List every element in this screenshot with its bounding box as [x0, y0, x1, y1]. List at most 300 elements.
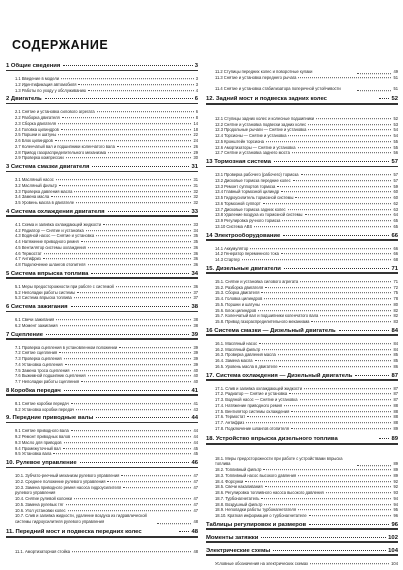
dot-leader	[81, 381, 191, 382]
toc-section[interactable]	[6, 528, 198, 546]
toc-entry[interactable]	[15, 451, 198, 457]
toc-subsection-list	[6, 401, 198, 413]
toc-entry[interactable]	[15, 513, 198, 525]
entry-page-number: 49	[393, 68, 398, 74]
dot-leader	[65, 364, 192, 365]
section-title: 2 Двигатель	[6, 96, 42, 103]
section-heading	[206, 535, 398, 541]
dot-leader	[103, 224, 191, 225]
entry-page-number: 89	[393, 461, 398, 467]
entry-page-number: 47	[193, 478, 198, 484]
toc-subsection-list	[206, 456, 398, 519]
toc-entry[interactable]	[215, 561, 398, 567]
toc-subsection-list	[6, 177, 198, 206]
entry-page-number: 94	[393, 495, 398, 501]
entry-title: 18.3. Топливный насос высокого давления	[215, 472, 297, 478]
entry-title: 10.3. Замена приводного ремня насоса гидроусилителя	[15, 484, 122, 490]
dot-leader	[259, 343, 391, 344]
dot-leader	[279, 366, 391, 367]
entry-title: 3.4 Замена масла	[15, 194, 50, 200]
section-page-number: 104	[388, 547, 398, 554]
entry-title: 5.1 Меры предосторожности при работе с системой	[15, 283, 114, 289]
dot-leader	[304, 388, 391, 389]
section-title: 3 Система смазки двигателя	[6, 164, 90, 170]
toc-section[interactable]	[6, 63, 198, 73]
dot-leader	[121, 475, 191, 476]
toc-section[interactable]	[206, 95, 398, 113]
dot-leader	[311, 321, 391, 322]
toc-left-column	[6, 60, 198, 555]
section-underline	[206, 334, 398, 336]
entry-page-number: 24	[193, 138, 198, 143]
dot-leader	[289, 393, 391, 394]
section-heading	[6, 304, 198, 310]
section-heading	[206, 373, 398, 379]
entry-page-number: 47	[193, 501, 198, 507]
section-underline	[206, 554, 398, 556]
entry-page-number: 52	[393, 115, 398, 121]
section-page-number: 31	[191, 164, 198, 170]
dot-leader	[88, 375, 192, 376]
entry-page-number: 51	[393, 74, 398, 80]
toc-subsection-list	[6, 473, 198, 525]
toc-section[interactable]	[6, 164, 198, 174]
dot-leader	[254, 226, 391, 227]
entry-page-number: 47	[193, 507, 198, 513]
toc-section[interactable]	[6, 415, 198, 425]
section-heading	[6, 332, 198, 338]
dot-leader	[310, 563, 389, 564]
toc-section[interactable]	[206, 266, 398, 276]
entry-page-number: 72	[393, 284, 398, 290]
toc-section[interactable]	[206, 159, 398, 169]
entry-title: 13.4 Главный тормозной цилиндр	[215, 189, 280, 195]
dot-leader	[292, 152, 392, 153]
section-title: 11. Передний мост и подвеска передних колес	[6, 528, 142, 535]
entry-title: 18.8. Воздушный фильтр	[215, 501, 263, 507]
dot-leader	[66, 157, 192, 158]
toc-entry[interactable]	[15, 200, 198, 206]
dot-leader	[265, 486, 392, 487]
dot-leader	[56, 319, 191, 320]
toc-entry[interactable]	[215, 456, 398, 468]
entry-title: 8.1 Снятие коробки передач	[15, 400, 69, 406]
section-heading	[6, 388, 198, 394]
dot-leader	[274, 161, 389, 162]
entry-title: 7.1 Проверка сцепления в установленном положении	[15, 344, 118, 350]
dot-leader	[58, 134, 191, 135]
dot-leader	[357, 90, 391, 91]
section-underline	[6, 422, 198, 424]
section-underline	[6, 171, 198, 173]
toc-section[interactable]	[6, 388, 198, 398]
entry-title: 3.5 Уровень масла в двигателе	[15, 200, 75, 205]
dot-leader	[72, 370, 192, 371]
entry-title: 4.1 Схема и заливка охлаждающей жидкости	[15, 221, 102, 227]
dot-leader	[108, 211, 190, 212]
entry-title: 9.5 Установка вала	[15, 451, 52, 457]
dot-leader	[255, 360, 392, 361]
section-underline	[6, 536, 198, 538]
toc-entry[interactable]	[15, 155, 198, 161]
section-underline	[6, 277, 198, 279]
entry-page-number: 84	[393, 340, 398, 346]
dot-leader	[262, 349, 391, 350]
entry-title: 13.2 Дисковые тормоза передние колес	[215, 177, 291, 183]
entry-title: 4.5 Вентилятор системы охлаждения	[15, 244, 86, 250]
entry-title: 9.1 Снятие приводного вала	[15, 428, 69, 434]
entry-page-number: 60	[393, 189, 398, 195]
dot-leader	[97, 111, 194, 112]
entry-page-number: 45	[193, 445, 198, 451]
entry-page-number: 47	[193, 484, 198, 490]
section-underline	[6, 70, 198, 72]
dot-leader	[123, 487, 191, 488]
dot-leader	[72, 551, 191, 552]
dot-leader	[264, 298, 391, 299]
toc-entry[interactable]	[15, 323, 198, 329]
section-heading	[206, 548, 398, 554]
entry-title: 4.2 Радиатор — Снятие и установка	[15, 227, 84, 233]
entry-title: 11.4 Снятие и установка стабилизатора поперечной устойчивости	[215, 86, 341, 91]
entry-title: 4.7 Антифриз	[15, 256, 41, 262]
entry-title: 12.5 Кронштейн торсиона	[215, 138, 264, 144]
section-heading	[6, 415, 198, 421]
dot-leader	[96, 235, 191, 236]
entry-page-number: 3	[195, 76, 198, 81]
dot-leader	[108, 152, 191, 153]
entry-title: 7.2 Снятие сцепления	[15, 350, 58, 356]
dot-leader	[71, 306, 190, 307]
entry-page-number: 41	[193, 400, 198, 406]
entry-title: 6.1 Свечи зажигания	[15, 317, 55, 322]
toc-section[interactable]	[206, 373, 398, 383]
dot-leader	[107, 481, 191, 482]
dot-leader	[44, 253, 192, 254]
toc-entry[interactable]	[215, 257, 398, 263]
section-title: 1 Общие сведения	[6, 63, 61, 69]
section-title: 12. Задний мост и подвеска задних колес	[206, 95, 327, 102]
section-underline	[6, 394, 198, 396]
section-page-number: 44	[191, 415, 198, 422]
section-page-number: 87	[391, 372, 398, 379]
entry-title: 11.2 Ступицы передних колес и поворотные кулаки	[215, 68, 313, 74]
toc-subsection-list	[206, 386, 398, 432]
section-heading	[206, 522, 398, 528]
entry-page-number: 65	[393, 218, 398, 223]
entry-title: 13.3 Ремонт суппортов тормоза	[215, 183, 276, 189]
toc-subsection-list	[206, 246, 398, 263]
section-page-number: 33	[191, 208, 198, 215]
toc-entry[interactable]	[15, 379, 198, 385]
entry-page-number: 18	[193, 126, 198, 132]
section-underline	[206, 239, 398, 241]
entry-title: рулевого управления	[15, 490, 56, 496]
dot-leader	[51, 196, 191, 197]
entry-page-number: 55	[393, 138, 398, 144]
section-page-number: 96	[391, 521, 398, 528]
entry-page-number: 32	[193, 188, 198, 194]
entry-page-number: 26	[193, 143, 198, 149]
entry-page-number: 48	[193, 519, 198, 524]
section-underline	[6, 467, 198, 469]
entry-page-number: 37	[193, 295, 198, 301]
entry-title: 17.8. Подключение шлангов отопителя	[215, 425, 289, 431]
section-title: 18. Устройство впрыска дизельного топлива	[206, 435, 338, 442]
section-underline	[6, 311, 198, 313]
entry-title: 7.5 Замена троса сцепления	[15, 367, 70, 373]
entry-page-number: 22	[193, 132, 198, 138]
entry-title: 4.8 Подключение шлангов отопителя	[15, 262, 86, 267]
entry-title: 5.3 Система впрыска топлива	[15, 295, 72, 301]
entry-page-number: 68	[393, 257, 398, 262]
toc-entry[interactable]	[215, 364, 398, 370]
toc-entry[interactable]	[215, 513, 398, 519]
toc-section[interactable]	[206, 328, 398, 338]
dot-leader	[43, 258, 192, 259]
entry-page-number: 39	[193, 350, 198, 356]
dot-leader	[59, 352, 191, 353]
dot-leader	[301, 174, 392, 175]
entry-page-number: 31	[193, 182, 198, 188]
dot-leader	[291, 428, 392, 429]
entry-title: 12.2 Снятие и установка подвески задних колес	[215, 121, 307, 127]
toc-entry[interactable]	[215, 319, 398, 325]
toc-section[interactable]	[6, 271, 198, 281]
entry-page-number: 30	[193, 155, 198, 161]
entry-page-number: 57	[393, 172, 398, 177]
section-heading	[206, 266, 398, 272]
entry-title: 16.2. Масляный фильтр	[215, 346, 261, 352]
entry-title: 10.7. Слив и заливка жидкости, удаление воздуха из гидравлической системы гидроусилителя рулевого управления	[15, 513, 147, 524]
entry-title: 12.3 Продольные рычаги — Снятие и установка	[215, 127, 307, 133]
entry-title: 16.1. Масляный насос	[215, 340, 258, 346]
toc-subsection-list	[6, 345, 198, 385]
dot-leader	[320, 315, 391, 316]
toc-section[interactable]	[6, 304, 198, 314]
entry-title: 2.3 Сборка двигателя	[15, 120, 56, 126]
toc-entry[interactable]	[215, 63, 398, 75]
section-page-number: 52	[391, 95, 398, 102]
entry-title: 9.2 Ремонт приводных валов	[15, 434, 71, 439]
dot-leader	[300, 281, 391, 282]
page-title: СОДЕРЖАНИЕ	[12, 38, 109, 52]
entry-title: 4.6 Термостат	[15, 250, 42, 256]
dot-leader	[379, 438, 389, 439]
entry-page-number: 94	[393, 501, 398, 507]
entry-page-number: 29	[193, 149, 198, 155]
toc-entry[interactable]	[215, 80, 398, 92]
entry-title: 15.3. Сборка двигателя	[215, 290, 260, 296]
entry-title: 7.4 Установка сцепления	[15, 361, 63, 367]
entry-page-number: 66	[393, 245, 398, 251]
entry-page-number: 89	[393, 472, 398, 478]
toc-entry[interactable]	[15, 295, 198, 301]
section-heading	[6, 63, 198, 69]
entry-page-number: 86	[393, 363, 398, 369]
entry-page-number: 36	[193, 256, 198, 262]
dot-leader	[116, 286, 192, 287]
entry-page-number: 36	[193, 244, 198, 250]
entry-page-number: 32	[193, 194, 198, 200]
entry-title: 11.3 Снятие и установка переднего рычага	[215, 74, 297, 80]
toc-subsection-list	[206, 63, 398, 92]
dot-leader	[88, 264, 192, 265]
entry-title: 15.8. Привод газораспределительного механизма	[215, 319, 310, 324]
dot-leader	[74, 191, 191, 192]
dot-leader	[96, 417, 189, 418]
entry-title: 18.6. Регулировка топливного насоса высокого давления	[215, 490, 324, 495]
dot-leader	[46, 334, 189, 335]
dot-leader	[78, 84, 193, 85]
dot-leader	[61, 78, 194, 79]
entry-title: 17.7. Антифриз	[215, 420, 245, 425]
toc-entry[interactable]	[215, 426, 398, 432]
toc-entry[interactable]	[15, 88, 198, 94]
toc-subsection-list	[206, 279, 398, 325]
entry-page-number: 55	[393, 144, 398, 150]
entry-title: 15.1. Снятие и установка силового агрегата	[215, 278, 299, 284]
section-page-number: 71	[391, 265, 398, 272]
dot-leader	[64, 358, 192, 359]
dot-leader	[81, 241, 192, 242]
dot-leader	[88, 247, 192, 248]
entry-page-number: 44	[193, 434, 198, 439]
dot-leader	[277, 186, 391, 187]
toc-entry[interactable]	[15, 262, 198, 268]
dot-leader	[55, 140, 192, 141]
section-title: 6 Система зажигания	[6, 304, 68, 310]
toc-subsection-list	[6, 549, 198, 555]
dot-leader	[295, 197, 391, 198]
entry-page-number: 66	[393, 251, 398, 257]
dot-leader	[72, 436, 191, 437]
dot-leader	[64, 442, 192, 443]
entry-page-number: 85	[393, 358, 398, 363]
toc-section[interactable]	[206, 522, 398, 532]
section-heading	[6, 528, 198, 536]
entry-page-number: 88	[393, 402, 398, 408]
dot-leader	[91, 273, 189, 274]
entry-title: 13.8 Удаление воздуха из тормозной системы	[215, 212, 303, 218]
dot-leader	[64, 390, 190, 391]
entry-title: 2.1 Снятие и установка силового агрегата	[15, 109, 95, 115]
entry-title: 9.4 Промежуточный вал	[15, 445, 61, 451]
entry-title: 2.2 Разборка двигателя	[15, 115, 60, 120]
entry-page-number: 45	[193, 451, 198, 457]
dot-leader	[298, 509, 391, 510]
toc-section[interactable]	[206, 548, 398, 558]
entry-page-number: 85	[393, 352, 398, 358]
entry-title: 2.9 Проверка компрессии	[15, 155, 64, 161]
toc-section[interactable]	[206, 233, 398, 243]
dot-leader	[298, 475, 391, 476]
section-heading	[206, 328, 398, 334]
entry-title: 9.3 Масло для приводов	[15, 439, 62, 445]
entry-title: 13.6 Тормозной суппорт	[215, 200, 261, 206]
section-page-number: 38	[191, 304, 198, 310]
dot-leader	[71, 403, 192, 404]
section-page-number: 48	[191, 528, 198, 535]
dot-leader	[59, 185, 192, 186]
entry-page-number: 14	[193, 120, 198, 126]
dot-leader	[288, 135, 391, 136]
toc-section[interactable]	[206, 535, 398, 545]
entry-title: 2.5 Поршни и шатуны	[15, 132, 57, 138]
toc-entry[interactable]	[15, 549, 198, 555]
toc-entry[interactable]	[215, 224, 398, 230]
entry-title: 4.3 Водяной насос — Снятие и установка	[15, 233, 95, 239]
dot-leader	[278, 354, 392, 355]
toc-subsection-list	[206, 116, 398, 156]
entry-page-number: 87	[393, 391, 398, 397]
entry-page-number: 47	[193, 473, 198, 478]
toc-subsection-list	[6, 76, 198, 93]
section-page-number: 39	[191, 331, 198, 338]
entry-title: 15.4. Головка цилиндров	[215, 296, 263, 301]
dot-leader	[245, 481, 391, 482]
entry-title: 2.4 Головка цилиндров	[15, 126, 59, 132]
entry-page-number: 88	[393, 420, 398, 425]
entry-title: 15.6. Блок цилиндров	[215, 307, 257, 313]
dot-leader	[242, 259, 392, 260]
section-underline	[6, 103, 198, 105]
entry-page-number: 84	[393, 346, 398, 352]
toc-section[interactable]	[6, 332, 198, 342]
entry-title: 18.4. Форсунки	[215, 478, 244, 484]
dot-leader	[282, 220, 391, 221]
entry-title: 14.3 Стартер	[215, 257, 240, 262]
entry-title: 7.3 Проверка сцепления	[15, 356, 62, 361]
dot-leader	[56, 179, 192, 180]
dot-leader	[263, 469, 391, 470]
section-page-number: 6	[194, 96, 198, 103]
section-page-number: 57	[391, 159, 398, 165]
entry-title: 3.1 Масляный насос	[15, 177, 54, 182]
entry-page-number: 88	[393, 414, 398, 420]
toc-section[interactable]	[6, 96, 198, 106]
dot-leader	[71, 430, 192, 431]
entry-title: 1.3 Работы по уходу у обслуживанию	[15, 87, 86, 93]
entry-page-number: 57	[393, 177, 398, 183]
entry-page-number: 8	[195, 115, 198, 120]
entry-title: 7.6 Выжимной подшипник сцепления	[15, 373, 86, 379]
toc-entry[interactable]	[15, 407, 198, 413]
entry-page-number: 40	[193, 379, 198, 384]
entry-page-number: 80	[393, 301, 398, 307]
toc-section[interactable]	[6, 209, 198, 219]
toc-section[interactable]	[6, 460, 198, 470]
dot-leader	[247, 416, 391, 417]
section-underline	[6, 215, 198, 217]
dot-leader	[119, 347, 191, 348]
section-title: 14 Электрооборудование	[206, 232, 281, 239]
dot-leader	[86, 230, 192, 231]
entry-page-number: 93	[393, 490, 398, 495]
entry-title: 13.9 Регулировка ручного тормоза	[215, 218, 281, 223]
toc-section[interactable]	[206, 435, 398, 453]
entry-title: 6.2 Момент зажигания	[15, 322, 58, 328]
entry-title: 10.2. Среднее положение рулевого управления	[15, 478, 106, 484]
dot-leader	[281, 253, 392, 254]
dot-leader	[68, 510, 192, 511]
entry-page-number: 60	[393, 195, 398, 200]
entry-page-number: 78	[393, 296, 398, 301]
dot-leader	[305, 214, 392, 215]
dot-leader	[357, 465, 391, 466]
toc-entry[interactable]	[215, 150, 398, 156]
entry-title: 2.8 Привод газораспределительного механизма	[15, 149, 107, 155]
